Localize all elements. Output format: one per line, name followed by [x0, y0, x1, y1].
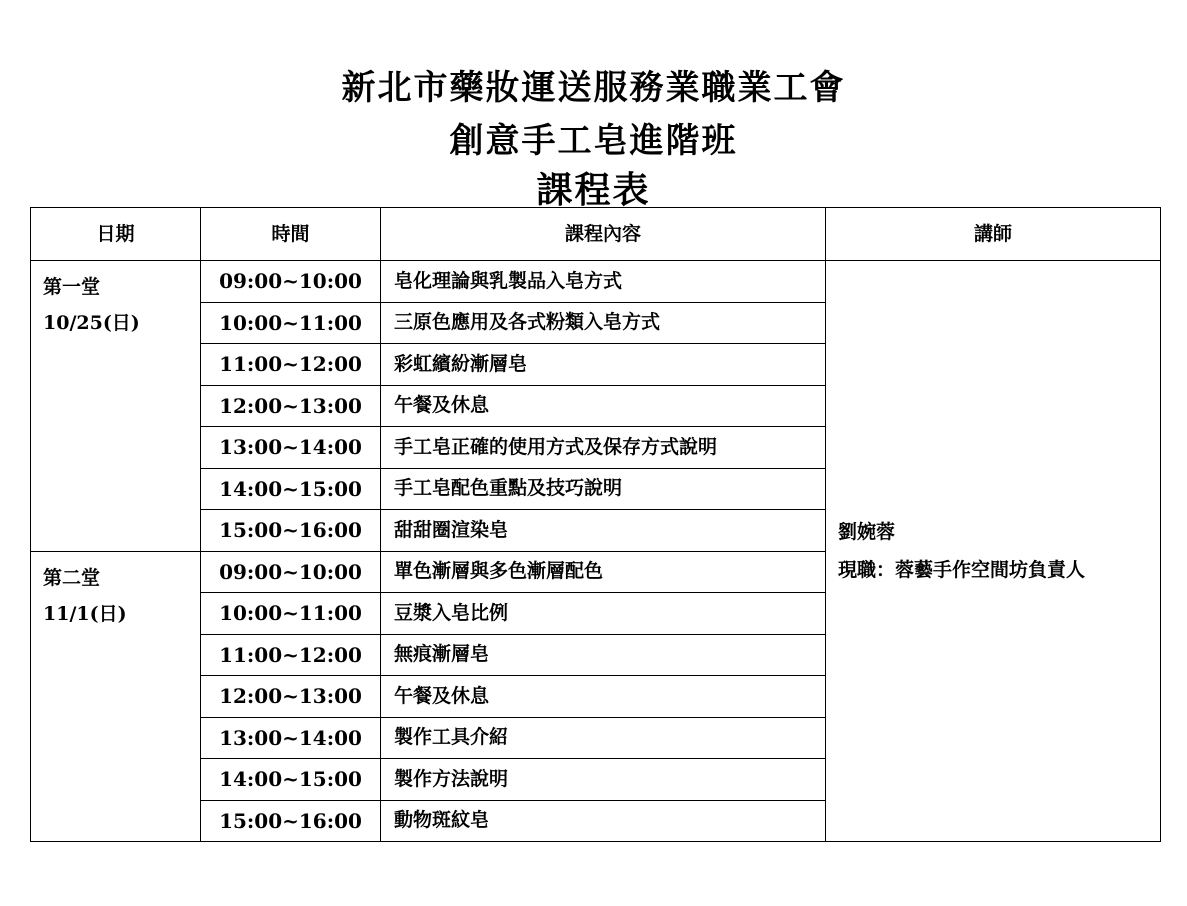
time-cell: 12:00~13:00	[201, 385, 381, 427]
document-title: 新北市藥妝運送服務業職業工會	[341, 68, 846, 108]
time-cell: 12:00~13:00	[201, 676, 381, 718]
header-teacher: 講師	[826, 208, 1161, 261]
content-cell: 豆漿入皂比例	[381, 593, 826, 635]
content-cell: 甜甜圈渲染皂	[381, 510, 826, 552]
session-1-name: 第一堂	[43, 276, 101, 298]
time-cell: 14:00~15:00	[201, 468, 381, 510]
time-cell: 11:00~12:00	[201, 344, 381, 386]
table-header-row	[31, 208, 1161, 261]
session-1-date-cell	[31, 261, 201, 552]
content-cell: 單色漸層與多色漸層配色	[381, 551, 826, 593]
session-2-date: 11/1(日)	[43, 602, 127, 625]
header-date: 日期	[31, 208, 201, 261]
time-cell: 13:00~14:00	[201, 427, 381, 469]
session-2-name: 第二堂	[43, 566, 101, 589]
course-title: 創意手工皂進階班	[449, 121, 738, 161]
session-2-date-cell	[31, 551, 201, 842]
teacher-name: 劉婉蓉	[838, 521, 896, 543]
content-cell: 動物斑紋皂	[381, 800, 826, 842]
teacher-cell	[826, 261, 1161, 842]
schedule-title: 課程表	[536, 169, 651, 211]
content-cell: 無痕漸層皂	[381, 634, 826, 676]
content-cell: 午餐及休息	[381, 385, 826, 427]
content-cell: 皂化理論與乳製品入皂方式	[381, 261, 826, 303]
time-cell: 09:00~10:00	[201, 551, 381, 593]
time-cell: 10:00~11:00	[201, 593, 381, 635]
time-cell: 11:00~12:00	[201, 634, 381, 676]
content-cell: 彩虹繽紛漸層皂	[381, 344, 826, 386]
content-cell: 製作工具介紹	[381, 717, 826, 759]
content-cell: 午餐及休息	[381, 676, 826, 718]
time-cell: 10:00~11:00	[201, 302, 381, 344]
schedule-table	[30, 207, 1161, 842]
header-time: 時間	[201, 208, 381, 261]
content-cell: 手工皂配色重點及技巧說明	[381, 468, 826, 510]
time-cell: 14:00~15:00	[201, 759, 381, 801]
header-content: 課程內容	[381, 208, 826, 261]
session-1-date: 10/25(日)	[43, 312, 140, 334]
content-cell: 製作方法說明	[381, 759, 826, 801]
content-cell: 手工皂正確的使用方式及保存方式說明	[381, 427, 826, 469]
time-cell: 13:00~14:00	[201, 717, 381, 759]
teacher-title: 現職：蓉藝手作空間坊負責人	[838, 559, 1086, 581]
content-cell: 三原色應用及各式粉類入皂方式	[381, 302, 826, 344]
table-row	[31, 261, 1161, 303]
time-cell: 09:00~10:00	[201, 261, 381, 303]
time-cell: 15:00~16:00	[201, 800, 381, 842]
time-cell: 15:00~16:00	[201, 510, 381, 552]
